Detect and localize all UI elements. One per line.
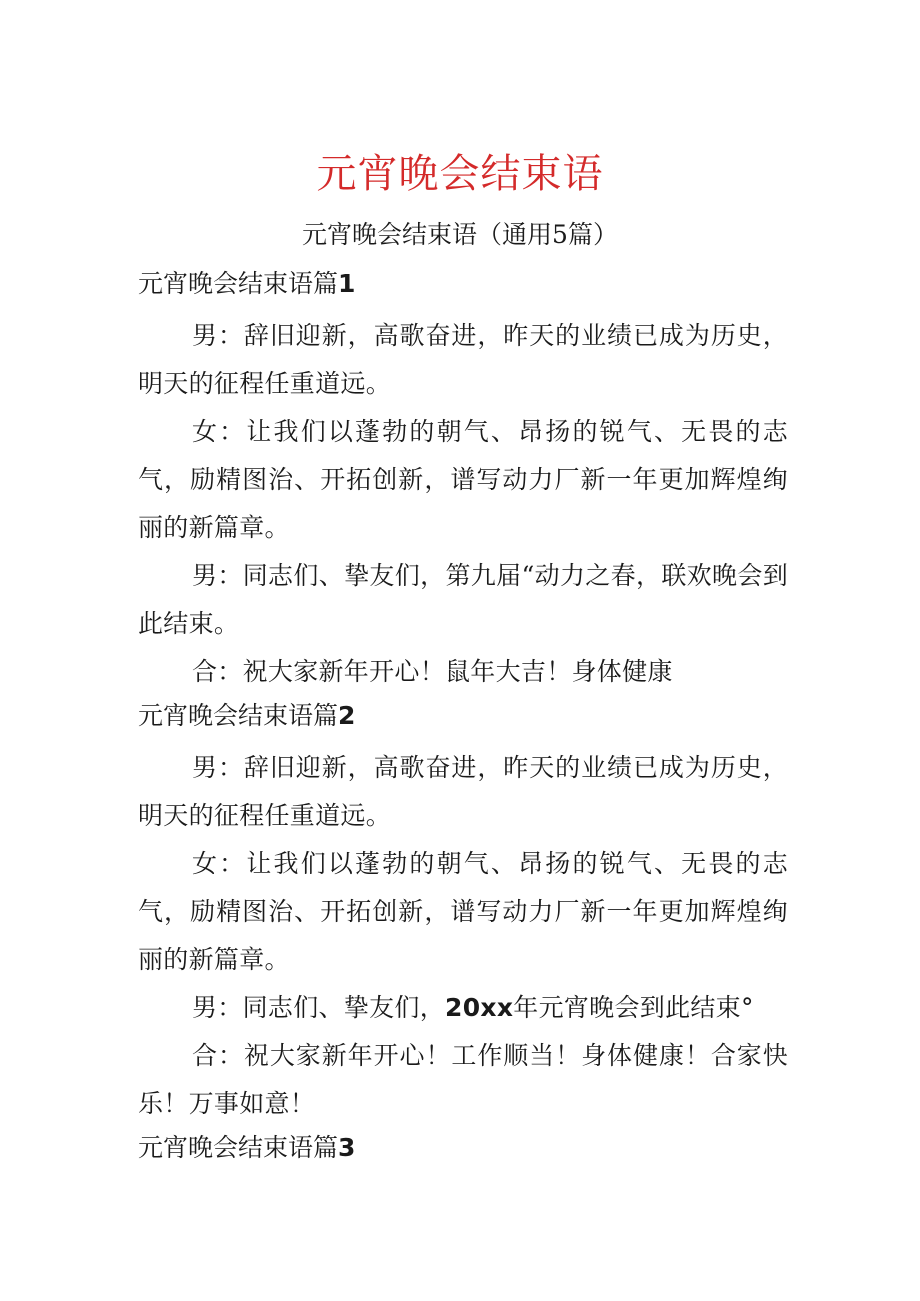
section-heading-2 <box>138 696 788 744</box>
section-2-paragraph-1: 男：辞旧迎新，高歌奋进，昨天的业绩已成为历史，明天的征程任重道远。 <box>138 753 788 830</box>
section-heading-2-number: 2 <box>338 701 356 730</box>
section-1-paragraph-2: 女：让我们以蓬勃的朝气、昂扬的锐气、无畏的志气，励精图治、开拓创新，谱写动力厂新一年更加辉煌绚丽的新篇章。 <box>138 417 788 542</box>
section-2-paragraph-3-prefix: 男：同志们、挚友们， <box>192 993 446 1022</box>
section-1-paragraph-4: 合：祝大家新年开心！鼠年大吉！身体健康 <box>192 657 673 686</box>
section-2-paragraph-3-year: 20xx <box>445 993 514 1022</box>
section-heading-1-text: 元宵晚会结束语篇 <box>138 269 339 298</box>
section-heading-3 <box>138 1128 788 1176</box>
section-2-paragraph-3 <box>138 984 788 1032</box>
section-heading-3-number: 3 <box>338 1133 356 1162</box>
section-heading-2-text: 元宵晚会结束语篇 <box>138 701 339 730</box>
section-2-paragraph-4: 合：祝大家新年开心！工作顺当！身体健康！合家快乐！万事如意！ <box>138 1041 788 1118</box>
section-1-paragraph-1: 男：辞旧迎新，高歌奋进，昨天的业绩已成为历史，明天的征程任重道远。 <box>138 321 788 398</box>
document-body <box>138 264 788 1176</box>
section-2-paragraph-3-suffix: 年元宵晚会到此结束° <box>513 993 754 1022</box>
section-heading-1 <box>138 264 788 312</box>
document-subtitle: 元宵晚会结束语（通用5篇） <box>302 220 618 249</box>
section-heading-1-number: 1 <box>338 269 356 298</box>
document-title: 元宵晚会结束语 <box>316 151 604 197</box>
section-1-paragraph-3: 男：同志们、挚友们，第九届“动力之春，联欢晚会到此结束。 <box>138 561 788 638</box>
section-heading-3-text: 元宵晚会结束语篇 <box>138 1133 339 1162</box>
section-2-paragraph-2: 女：让我们以蓬勃的朝气、昂扬的锐气、无畏的志气，励精图治、开拓创新，谱写动力厂新一年更加辉煌绚丽的新篇章。 <box>138 849 788 974</box>
